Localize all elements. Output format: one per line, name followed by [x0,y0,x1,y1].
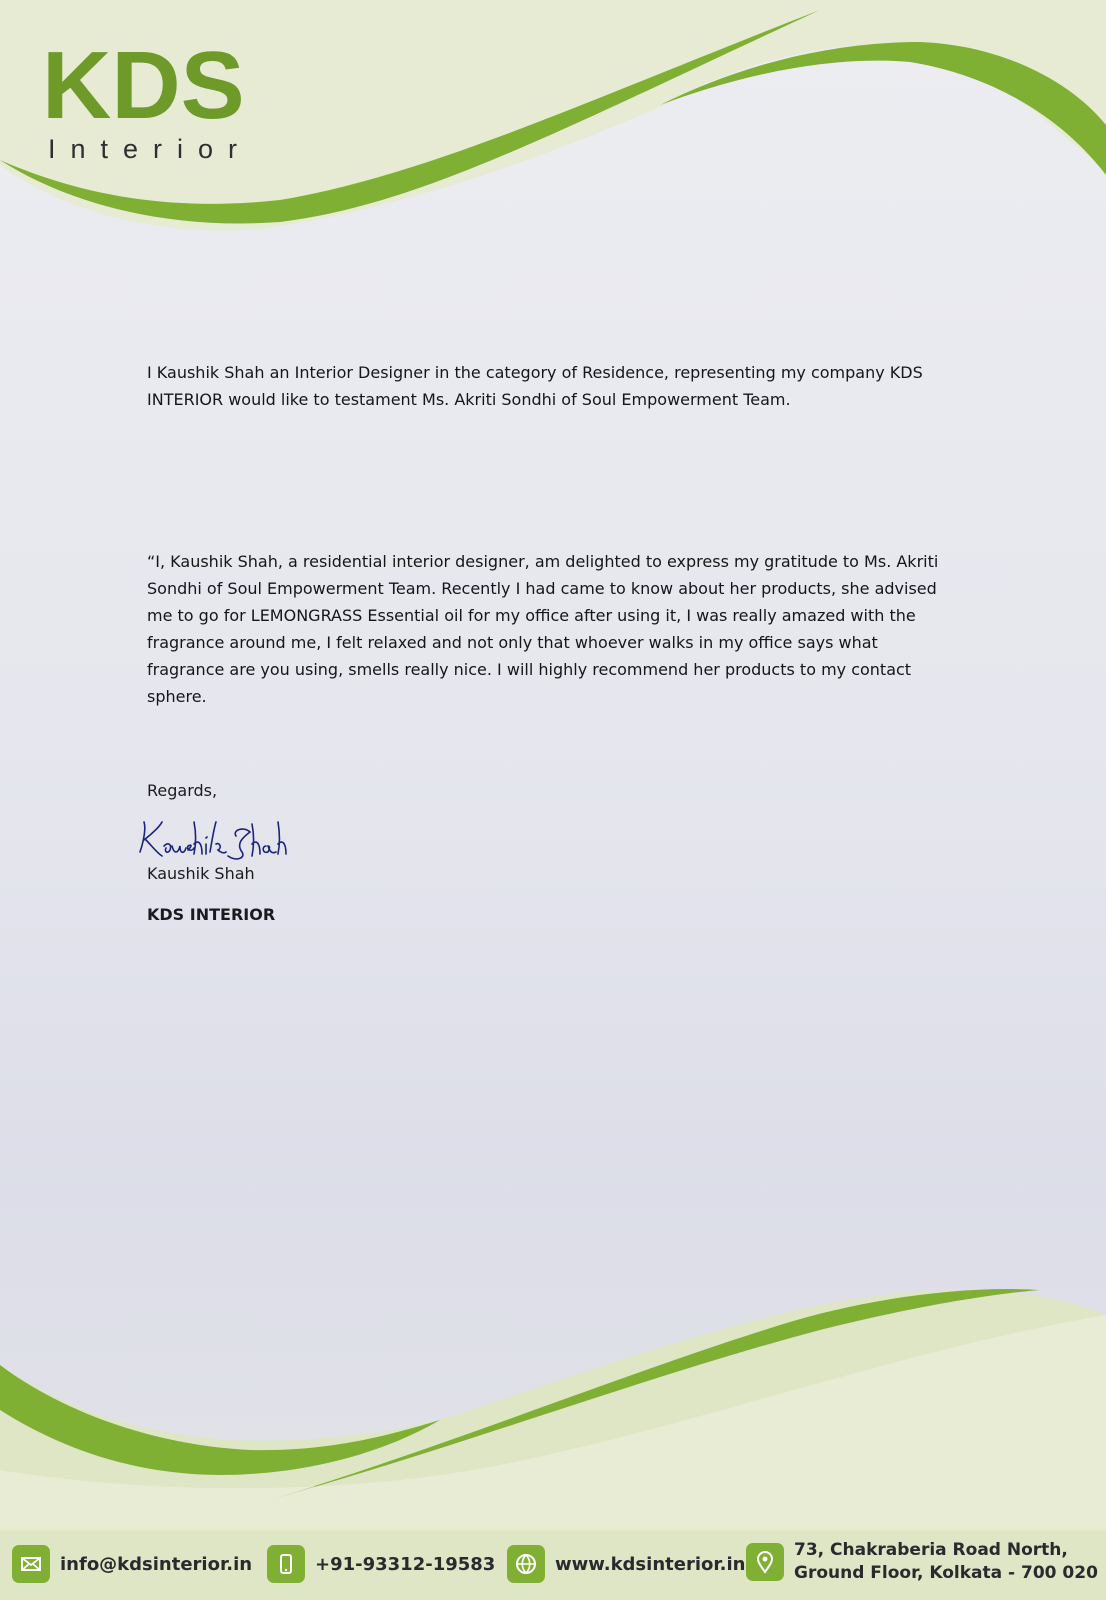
footer-email[interactable] [12,1545,252,1583]
logo-main-text: KDS [42,40,245,139]
testimonial-paragraph: “I, Kaushik Shah, a residential interior designer, am delighted to express my gratitude to Ms. Akriti Sondhi of Soul Empowerment Team. Recently I had came to know about her products, she advised me to go for LEMONGRASS Essential oil for my office after using it, I was really amazed with the fragrance around me, I felt relaxed and not only that whoever walks in my office says what fragrance are you using, smells really nice. I will highly recommend her products to my contact sphere. [147,552,939,706]
signer-company: KDS INTERIOR [147,905,276,924]
footer-phone[interactable] [267,1545,495,1583]
company-logo [42,40,302,170]
email-text[interactable]: info@kdsinterior.in [60,1553,253,1575]
signer-name: Kaushik Shah [147,864,255,883]
closing-text: Regards, [147,781,218,800]
website-text[interactable]: www.kdsinterior.in [555,1553,746,1575]
contact-footer [0,1525,1106,1600]
globe-icon [507,1545,545,1583]
intro-paragraph: I Kaushik Shah an Interior Designer in the category of Residence, representing my company KDS INTERIOR would like to testament Ms. Akriti Sondhi of Soul Empowerment Team. [147,363,923,409]
kds-logo [42,40,302,170]
location-pin-icon [746,1543,784,1581]
logo-sub-text: Interior [48,134,253,164]
footer-website[interactable] [507,1545,746,1583]
footer-address [746,1539,1098,1585]
address-line-1: 73, Chakraberia Road North, [794,1540,1068,1560]
phone-icon [267,1545,305,1583]
address-block [794,1539,1098,1585]
email-icon [12,1545,50,1583]
phone-text[interactable]: +91-93312-19583 [315,1553,496,1575]
address-line-2: Ground Floor, Kolkata - 700 020 [794,1563,1098,1583]
handwritten-signature [132,812,312,872]
